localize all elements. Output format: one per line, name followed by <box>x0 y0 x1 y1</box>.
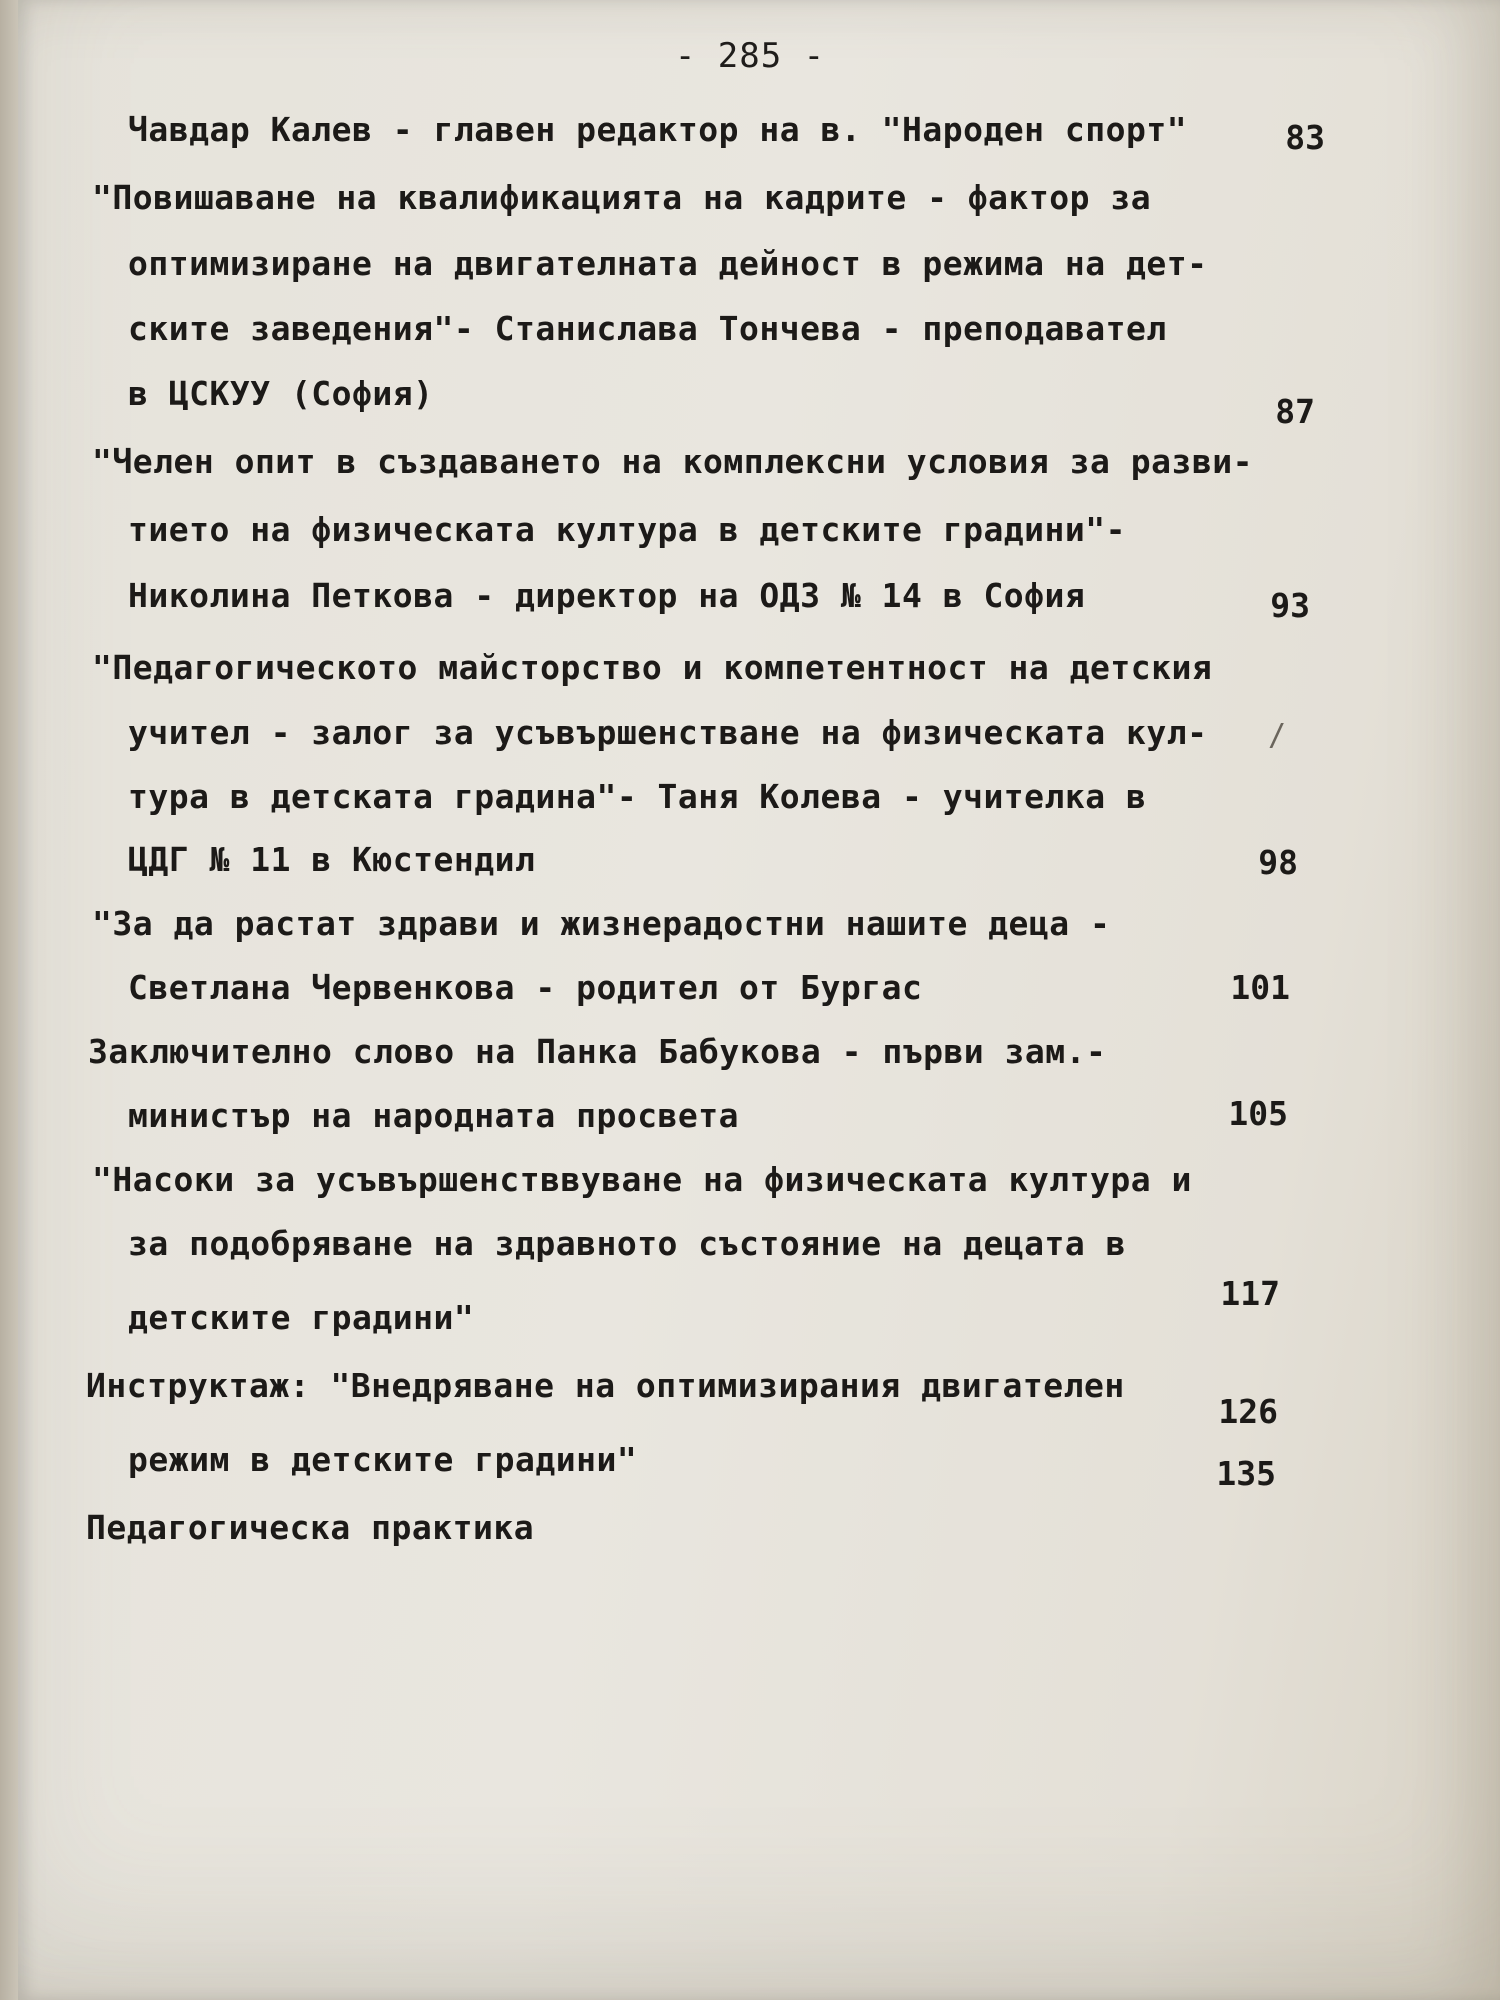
toc-entry-9-page: 135 <box>1216 1454 1276 1493</box>
toc-entry-6-line-1: Заключително слово на Панка Бабукова - първи зам.- <box>88 1032 1107 1071</box>
toc-entry-7-line-3: детските градини" <box>128 1298 475 1337</box>
toc-entry-1-line-1: Чавдар Калев - главен редактор на в. "Народен спорт" <box>128 110 1188 149</box>
toc-entry-3-line-3: Николина Петкова - директор на ОДЗ № 14 в София <box>128 576 1086 615</box>
toc-entry-4-line-1: "Педагогическото майсторство и компетентност на детския <box>92 648 1213 687</box>
toc-entry-4-page: 98 <box>1258 843 1298 882</box>
toc-entry-4-line-4: ЦДГ № 11 в Кюстендил <box>128 840 536 879</box>
toc-entry-2-line-1: "Повишаване на квалификацията на кадрите - фактор за <box>92 178 1152 217</box>
toc-entry-4-line-2: учител - залог за усъвършенстване на физическата кул- <box>128 713 1208 752</box>
toc-entry-4-line-3: тура в детската градина"- Таня Колева - учителка в <box>128 777 1147 816</box>
toc-entry-3-line-1: "Челен опит в създаването на комплексни условия за разви- <box>92 442 1253 481</box>
pen-mark: / <box>1268 718 1287 753</box>
toc-entry-8-line-2: режим в детските градини" <box>128 1440 638 1479</box>
toc-entry-7-page: 117 <box>1220 1274 1280 1313</box>
page-number: - 285 - <box>674 36 826 76</box>
toc-entry-7-line-2: за подобряване на здравното състояние на децата в <box>128 1224 1127 1263</box>
toc-entry-8-page: 126 <box>1218 1392 1278 1431</box>
toc-entry-5-line-2: Светлана Червенкова - родител от Бургас <box>128 968 923 1007</box>
toc-entry-3-page: 93 <box>1270 586 1310 625</box>
toc-entry-5-line-1: "За да растат здрави и жизнерадостни нашите деца - <box>92 904 1111 943</box>
toc-entry-2-line-3: ските заведения"- Станислава Тончева - преподавател <box>128 309 1167 348</box>
toc-entry-2-line-2: оптимизиране на двигателната дейност в режима на дет- <box>128 244 1208 283</box>
toc-entry-2-page: 87 <box>1275 392 1315 431</box>
toc-entry-3-line-2: тието на физическата култура в детските градини"- <box>128 510 1127 549</box>
toc-entry-9-line-1: Педагогическа практика <box>86 1508 535 1547</box>
toc-entry-6-line-2: министър на народната просвета <box>128 1096 740 1135</box>
toc-entry-8-line-1: Инструктаж: "Внедряване на оптимизирания двигателен <box>86 1366 1125 1405</box>
toc-entry-6-page: 105 <box>1228 1094 1288 1133</box>
toc-entry-1-page: 83 <box>1285 118 1325 157</box>
toc-entry-2-line-4: в ЦСКУУ (София) <box>128 374 434 413</box>
toc-entry-7-line-1: "Насоки за усъвършенстввуване на физическата култура и <box>92 1160 1192 1199</box>
toc-entry-5-page: 101 <box>1230 968 1290 1007</box>
